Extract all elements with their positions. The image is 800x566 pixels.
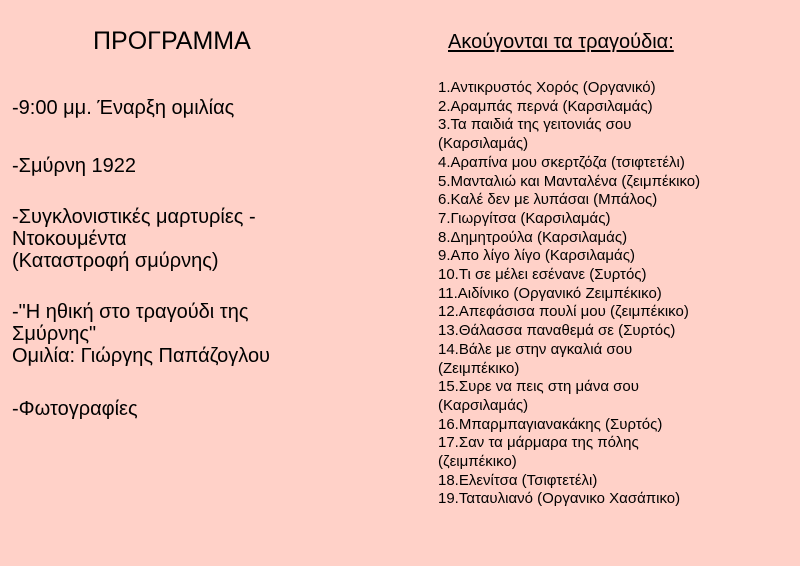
song-line: 10.Τι σε μέλει εσένανε (Συρτός)	[438, 266, 647, 284]
song-line: 3.Τα παιδιά της γειτονιάς σου	[438, 116, 632, 134]
program-item-line: -Συγκλονιστικές μαρτυρίες -	[12, 206, 256, 228]
program-item-line: -Φωτογραφίες	[12, 398, 138, 420]
song-line: 9.Απο λίγο λίγο (Καρσιλαμάς)	[438, 247, 635, 265]
program-item-lecture	[12, 301, 270, 367]
program-title: ΠΡΟΓΡΑΜΜΑ	[93, 27, 251, 55]
program-item-photos	[12, 398, 138, 420]
program-item-line: Σμύρνης"	[12, 323, 97, 345]
program-item-smyrna-1922	[12, 155, 136, 177]
song-line: (Καρσιλαμάς)	[438, 396, 529, 414]
program-item-opening	[12, 97, 234, 119]
song-line: 19.Ταταυλιανό (Οργανικο Χασάπικο)	[438, 490, 681, 508]
song-line: (Καρσιλαμάς)	[438, 135, 529, 153]
program-item-line: -"Η ηθική στο τραγούδι της	[12, 301, 249, 323]
program-item-line: (Καταστροφή σμύρνης)	[12, 250, 219, 272]
song-line: 2.Αραμπάς περνά (Καρσιλαμάς)	[438, 97, 653, 115]
song-line: 17.Σαν τα μάρμαρα της πόλης	[438, 434, 639, 452]
song-line: 14.Βάλε με στην αγκαλιά σου	[438, 340, 633, 358]
song-line: 6.Καλέ δεν με λυπάσαι (Μπάλος)	[438, 191, 658, 209]
songs-title: Ακούγονται τα τραγούδια:	[448, 31, 674, 53]
song-line: 12.Απεφάσισα πουλί μου (ζειμπέκικο)	[438, 303, 689, 321]
program-item-testimonies	[12, 206, 256, 272]
song-line: 16.Μπαρμπαγιανακάκης (Συρτός)	[438, 415, 663, 433]
song-line: 7.Γιωργίτσα (Καρσιλαμάς)	[438, 209, 611, 227]
song-line: 5.Μανταλιώ και Μανταλένα (ζειμπέκικο)	[438, 172, 701, 190]
song-line: 4.Αραπίνα μου σκερτζόζα (τσιφτετέλι)	[438, 153, 685, 171]
program-item-line: Ομιλία: Γιώργης Παπάζογλου	[12, 345, 270, 367]
program-item-line: -Σμύρνη 1922	[12, 155, 137, 177]
song-line: 15.Συρε να πεις στη μάνα σου	[438, 378, 639, 396]
program-item-line: -9:00 μμ. Έναρξη ομιλίας	[12, 97, 235, 119]
song-line: (Ζειμπέκικο)	[438, 359, 520, 377]
song-line: 11.Αιδίνικο (Οργανικό Ζειμπέκικο)	[438, 284, 662, 302]
song-line: 18.Ελενίτσα (Τσιφτετέλι)	[438, 471, 598, 489]
song-line: 8.Δημητρούλα (Καρσιλαμάς)	[438, 228, 628, 246]
song-line: (ζειμπέκικο)	[438, 453, 517, 471]
songs-list	[438, 79, 793, 509]
song-line: 13.Θάλασσα παναθεμά σε (Συρτός)	[438, 322, 676, 340]
song-line: 1.Αντικρυστός Χορός (Οργανικό)	[438, 79, 656, 96]
program-item-line: Ντοκουμέντα	[12, 228, 127, 250]
